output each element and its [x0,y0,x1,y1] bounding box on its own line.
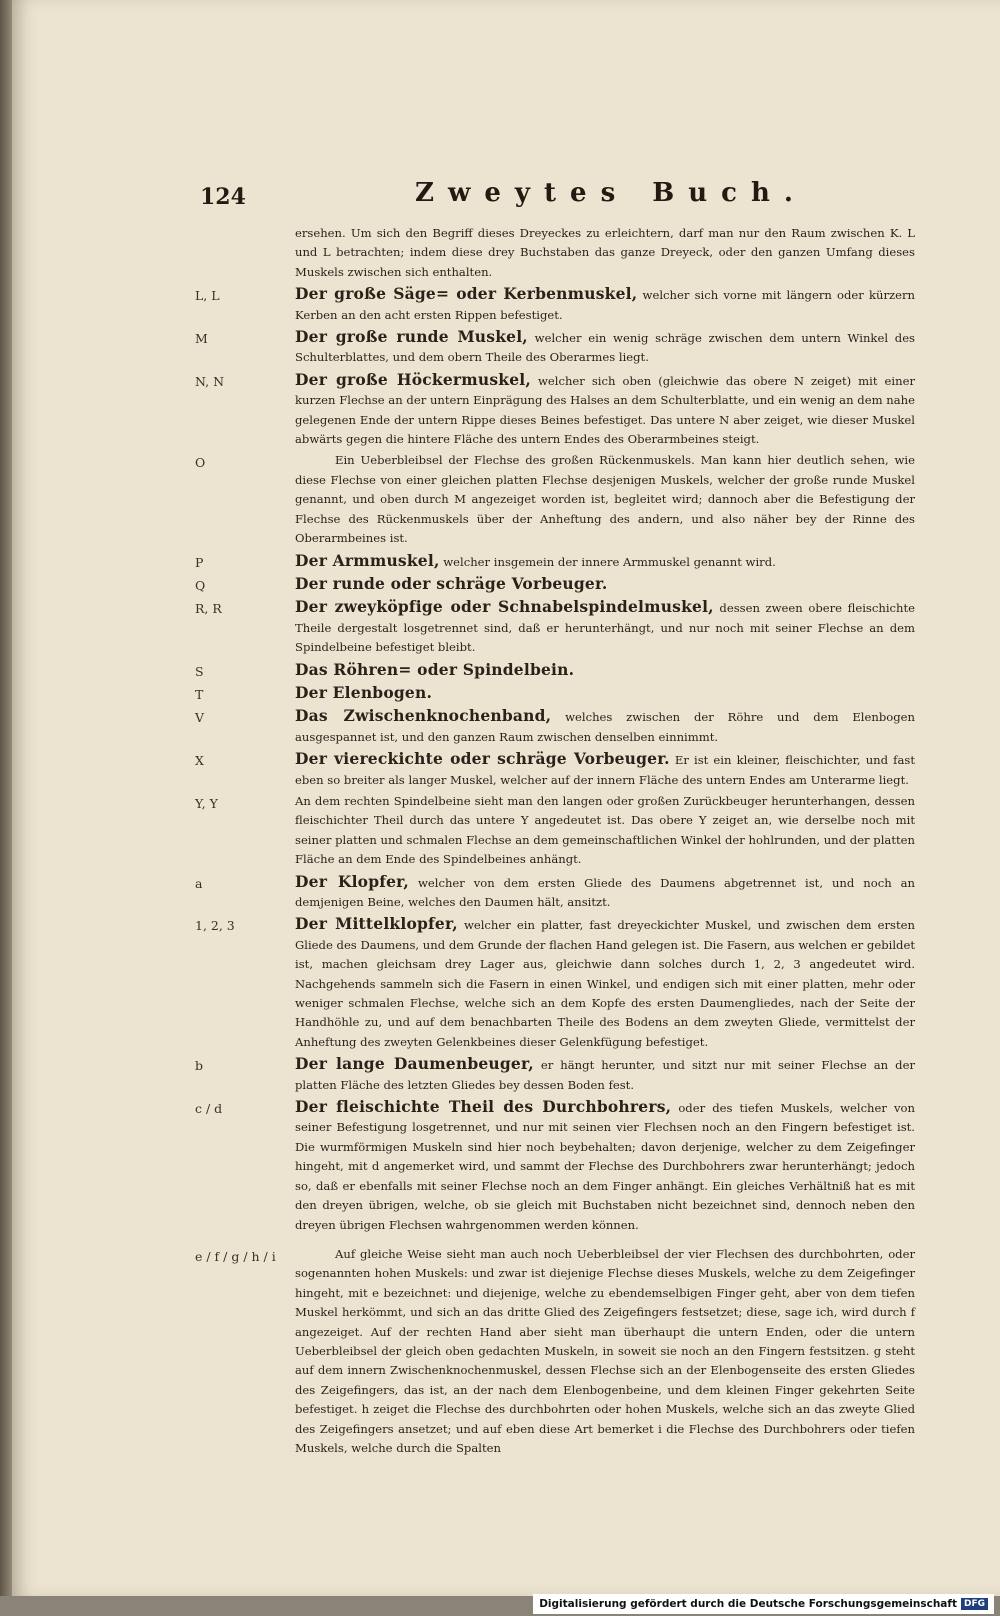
entry-row [195,370,915,450]
credit-text: Digitalisierung gefördert durch die Deutsche Forschungsgemeinschaft [539,1598,957,1610]
entry-marker: O [195,455,206,471]
entry-marker: b [195,1058,204,1074]
entry-row [195,872,915,913]
entry-text: Der Klopfer, welcher von dem ersten Gliede des Daumens abgetrennet ist, und noch an demjenigen Beine, welches den Daumen hält, ansitzt. [295,871,915,909]
digitization-credit [533,1594,994,1614]
entry-term: Der große Säge= oder Kerbenmuskel, [295,284,638,304]
entry-term: Der große runde Muskel, [295,327,528,347]
entry-text: Der viereckichte oder schräge Vorbeuger. Er ist ein kleiner, fleischichter, und fast eben so breiter als langer Muskel, welcher auf der innern Fläche des untern Endes am Unterarme liegt. [295,749,915,787]
entry-text [295,660,915,681]
entry-row [195,1097,915,1235]
entry-row [195,792,915,870]
entry-term: Der lange Daumenbeuger, [295,1054,534,1074]
entry-row [195,1054,915,1095]
page-number: 124 [200,184,246,210]
entry-text: Der zweyköpfige oder Schnabelspindelmuskel, dessen zween obere fleischichte Theile dergestalt losgetrennet sind, daß er herunterhängt, und nur noch mit seiner Flechse an dem Spindelbeine befestiget bleibt. [295,597,916,655]
entry-text: Der Armmuskel, welcher insgemein der innere Armmuskel genannt wird. [295,550,776,570]
entry-marker: R, R [195,601,222,617]
entry-term: Der Mittelklopfer, [295,914,458,934]
entry-row [195,914,915,1052]
entry-row [195,224,915,282]
entry-text: Auf gleiche Weise sieht man auch noch Ueberbleibsel der vier Flechsen des durchbohrten, oder sogenannten hohen Muskels: und zwar ist diejenige Flechse dieses Muskels, welche zu dem Zeigefinger hingeht, mit e bezeichnet: und diejenige, welche zu ebendemselbigen Finger geht, aber von dem tiefen Muskel herkömmt, und sich an das dritte Glied des Zeigefingers festsetzet; diese, sage ich, wird durch f angezeiget. Auf der rechten Hand aber sieht man überhaupt die untern Enden, oder die untern Ueberbleibsel der gleich oben gedachten Muskeln, in soweit sie noch an den Fingern festsitzen. g steht auf dem innern Zwischenknochenmuskel, dessen Flechse sich an der Elenbogenseite des ersten Gliedes des Zeigefingers, das ist, an der nach dem Elenbogenbeine, und dem kleinen Finger gekehrten Seite befestiget. h zeiget die Flechse des durchbohrten oder hohen Muskels, welche sich an das zweyte Glied des Zeigefingers ansetzet; und auf eben diese Art bemerket i die Flechse des Durchbohrers oder tiefen Muskels, welche durch die Spalten [295,1246,915,1455]
entry-term: Der Klopfer, [295,871,410,891]
entry-marker: e / f / g / h / i [195,1248,276,1264]
entry-marker: P [195,554,204,570]
entry-term: Der Armmuskel, [295,550,440,570]
entry-marker: N, N [195,373,225,389]
entry-term: Der fleischichte Theil des Durchbohrers, [295,1097,672,1117]
entry-text: Der lange Daumenbeuger, er hängt herunter, und sitzt nur mit seiner Flechse an der platten Fläche des letzten Gliedes bey dessen Boden fest. [295,1054,916,1092]
entry-marker: a [195,875,203,891]
entry-text: Der Mittelklopfer, welcher ein platter, fast dreyeckichter Muskel, und zwischen dem ersten Gliede des Daumens, und dem Grunde der flachen Hand gelegen ist. Die Fasern, aus welchen er gebildet ist, machen gleichsam drey Lager aus, gleichwie dann solches durch 1, 2, 3 angedeutet wird. Nachgehends sammeln sich die Fasern in einen Winkel, und endigen sich mit einer platten, mehr oder weniger schmalen Flechse, welche sich an dem Kopfe des ersten Daumengliedes, nach der Seite der Handhöhle zu, und auf dem benachbarten Theile des Bodens an dem zweyten Gliede, vermittelst der Anheftung des zweyten Gelenkbeines dieser Gelenkfügung befestiget. [295,914,915,1049]
entry-marker: L, L [195,288,220,304]
entry-marker: Q [195,577,206,593]
entry-row [195,749,915,790]
entry-row [195,574,915,595]
entry-text: Der fleischichte Theil des Durchbohrers, oder des tiefen Muskels, welcher von seiner Befestigung losgetrennet, und nur mit seinen vier Flechsen noch an den Fingern befestiget ist. Die wurmförmigen Muskeln sind hier noch beybehalten; davon derjenige, welcher zu dem Zeigefinger hingeht, mit d angemerket wird, und sammt der Flechse des Durchbohrers zwar herunterhängt; jedoch so, daß er ebenfalls mit seiner Flechse noch an dem Finger anhängt. Ein gleiches Verhältniß hat es mit den dreyen übrigen, welche, ob sie gleich mit Buchstaben nicht bezeichnet sind, dennoch neben den dreyen übrigen Flechsen wahrgenommen werden können. [295,1097,916,1232]
entry-term: Der viereckichte oder schräge Vorbeuger. [295,749,670,769]
entry-term: Der große Höckermuskel, [295,369,531,389]
entry-row [195,451,915,548]
entry-row [195,327,915,368]
entry-text: Ein Ueberbleibsel der Flechse des großen Rückenmuskels. Man kann hier deutlich sehen, wie diese Flechse von einer gleichen platten Flechse desjenigen Muskels, welcher der große runde Muskel genannt, und oben durch M angezeiget worden ist, begleitet wird; dannoch aber die Befestigung der Flechse des Rückenmuskels über der Anheftung des andern, und also näher bey der Rinne des Oberarmbeines ist. [295,453,915,546]
entry-term: Das Zwischenknochenband, [295,706,552,726]
entry-row [195,683,915,704]
entry-marker: X [195,753,204,769]
entry-text: ersehen. Um sich den Begriff dieses Dreyeckes zu erleichtern, darf man nur den Raum zwischen K. L und L betrachten; indem diese drey Buchstaben das ganze Dreyeck, oder den ganzen Umfang dieses Muskels zwischen sich enthalten. [295,226,915,279]
entry-row [195,660,915,681]
entry-row [195,551,915,572]
entry-text: Der große Höckermuskel, welcher sich oben (gleichwie das obere N zeiget) mit einer kurzen Flechse an der untern Einprägung des Halses an dem Schulterblatte, und ein wenig an dem nahe gelegenen Ende der untern Rippe dieses Beines befestiget. Das untere N aber zeiget, wie dieser Muskel abwärts gegen die hintere Fläche des untern Endes des Oberarmbeines steigt. [295,369,915,447]
entry-row [195,284,915,325]
entry-text [295,574,915,595]
entry-row [195,706,915,747]
entry-marker: S [195,663,204,679]
entry-marker: V [195,710,205,726]
entry-marker: c / d [195,1101,223,1117]
entry-text: Der große runde Muskel, welcher ein wenig schräge zwischen dem untern Winkel des Schulterblattes, und dem obern Theile des Oberarmes liegt. [295,327,916,365]
entry-text: Der große Säge= oder Kerbenmuskel, welcher sich vorne mit längern oder kürzern Kerben an den acht ersten Rippen befestiget. [295,284,916,322]
entry-text [295,683,915,704]
entry-text: Das Zwischenknochenband, welches zwischen der Röhre und dem Elenbogen ausgespannet ist, und den ganzen Raum zwischen denselben einnimmt. [295,706,915,744]
entry-marker: 1, 2, 3 [195,918,235,934]
entry-marker: Y, Y [195,795,218,811]
entry-marker [195,224,295,226]
entry-term: Der runde oder schräge Vorbeuger. [295,573,608,593]
page-body [195,224,915,1460]
entry-term: Der Elenbogen. [295,682,433,702]
entry-marker: M [195,331,208,347]
entry-term: Das Röhren= oder Spindelbein. [295,659,575,679]
entry-term: Der zweyköpfige oder Schnabelspindelmuskel, [295,597,714,617]
page-header [200,178,807,218]
entry-row [195,1245,915,1458]
entry-row [195,597,915,657]
dfg-logo: DFG [961,1598,988,1610]
entry-text: An dem rechten Spindelbeine sieht man den langen oder großen Zurückbeuger herunterhangen, dessen fleischichter Theil durch das untere Y angedeutet ist. Das obere Y zeiget an, wie derselbe noch mit seiner platten und schmalen Flechse an dem gemeinschaftlichen Winkel der hohlrunden, und der platten Fläche an dem Ende des Spindelbeines anhängt. [295,793,915,867]
entry-marker: T [195,686,204,702]
running-head: Zweytes Buch. [415,178,807,208]
